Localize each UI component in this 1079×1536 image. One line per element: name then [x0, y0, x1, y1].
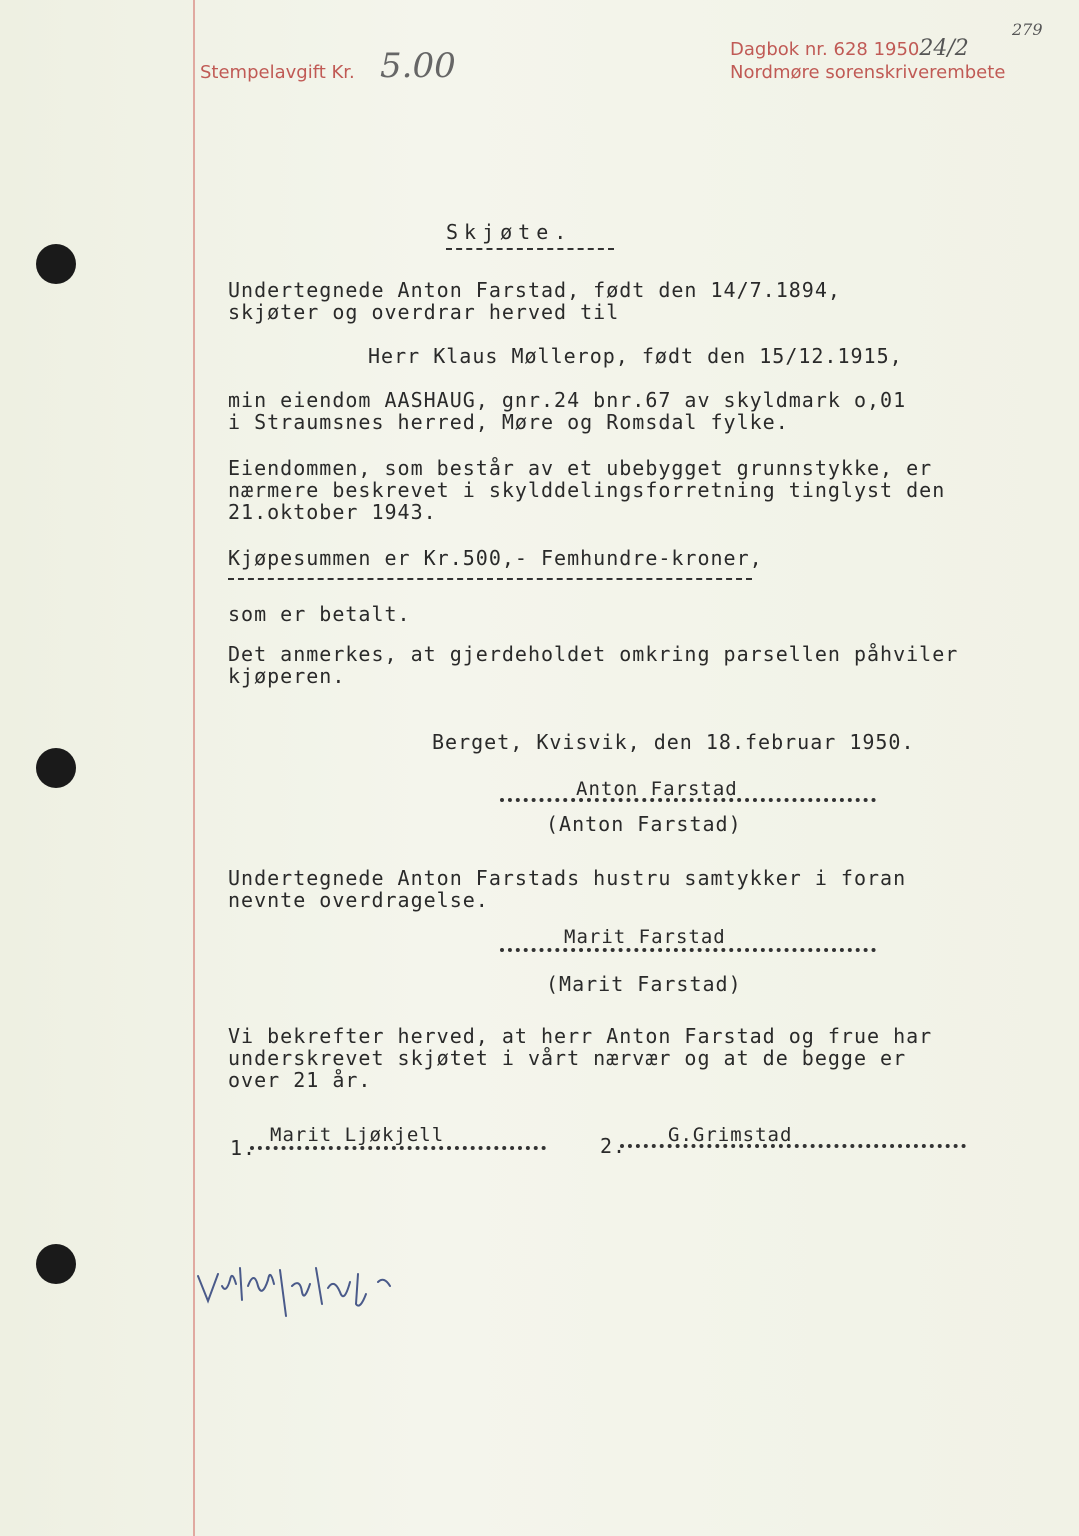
witness1-signature-line: [250, 1146, 546, 1150]
p2-line2: i Straumsnes herred, Møre og Romsdal fylke.: [228, 410, 789, 434]
p3-line3: 21.oktober 1943.: [228, 500, 437, 524]
dagbok-line: Dagbok nr. 628 1950: [730, 39, 920, 60]
stamp-duty-amount: 5.00: [380, 46, 456, 86]
title-underline: [446, 248, 614, 250]
spouse-signature: Marit Farstad: [564, 926, 726, 948]
witness-line2: underskrevet skjøtet i vårt nærvær og at de begge er: [228, 1046, 907, 1070]
witness-line1: Vi bekrefter herved, at herr Anton Farstad og frue har: [228, 1024, 933, 1048]
seller-signature-line: [500, 798, 876, 802]
witness2-signature: G.Grimstad: [668, 1124, 793, 1146]
p1-line1: Undertegnede Anton Farstad, født den 14/7.1894,: [228, 278, 841, 302]
consent-line2: nevnte overdragelse.: [228, 888, 489, 912]
place-date: Berget, Kvisvik, den 18.februar 1950.: [432, 730, 915, 754]
witness-line3: over 21 år.: [228, 1068, 372, 1092]
verification-scribble: [188, 1256, 428, 1346]
p3-line2: nærmere beskrevet i skylddelingsforretning tinglyst den: [228, 478, 946, 502]
punch-hole-top: [36, 244, 76, 284]
page-number: 279: [1012, 20, 1043, 39]
office-line: Nordmøre sorenskriverembete: [730, 62, 1006, 83]
punch-hole-bottom: [36, 1244, 76, 1284]
spouse-signature-line: [500, 948, 876, 952]
note-line1: Det anmerkes, at gjerdeholdet omkring parsellen påhviler: [228, 642, 959, 666]
consent-line1: Undertegnede Anton Farstads hustru samtykker i foran: [228, 866, 907, 890]
note-line2: kjøperen.: [228, 664, 346, 688]
spouse-typed-name: (Marit Farstad): [546, 972, 742, 996]
price-underline: [228, 578, 752, 580]
document-title: Skjøte.: [446, 220, 573, 244]
p3-line1: Eiendommen, som består av et ubebygget grunnstykke, er: [228, 456, 933, 480]
p2-line1: min eiendom AASHAUG, gnr.24 bnr.67 av skyldmark o,01: [228, 388, 907, 412]
dagbok-date: 24/2: [919, 36, 969, 61]
witness2-number: 2.: [600, 1134, 627, 1158]
seller-typed-name: (Anton Farstad): [546, 812, 742, 836]
p1-line2: skjøter og overdrar herved til: [228, 300, 620, 324]
witness2-signature-line: [620, 1144, 966, 1148]
witness1-number: 1.: [230, 1136, 257, 1160]
witness1-signature: Marit Ljøkjell: [270, 1124, 445, 1146]
buyer-line: Herr Klaus Møllerop, født den 15/12.1915,: [368, 344, 903, 368]
paid-line: som er betalt.: [228, 602, 411, 626]
price-line: Kjøpesummen er Kr.500,- Femhundre-kroner,: [228, 546, 763, 570]
dagbok-stamp: [730, 36, 969, 61]
punch-hole-middle: [36, 748, 76, 788]
seller-signature: Anton Farstad: [576, 778, 738, 800]
stamp-duty-label: Stempelavgift Kr.: [200, 62, 355, 83]
